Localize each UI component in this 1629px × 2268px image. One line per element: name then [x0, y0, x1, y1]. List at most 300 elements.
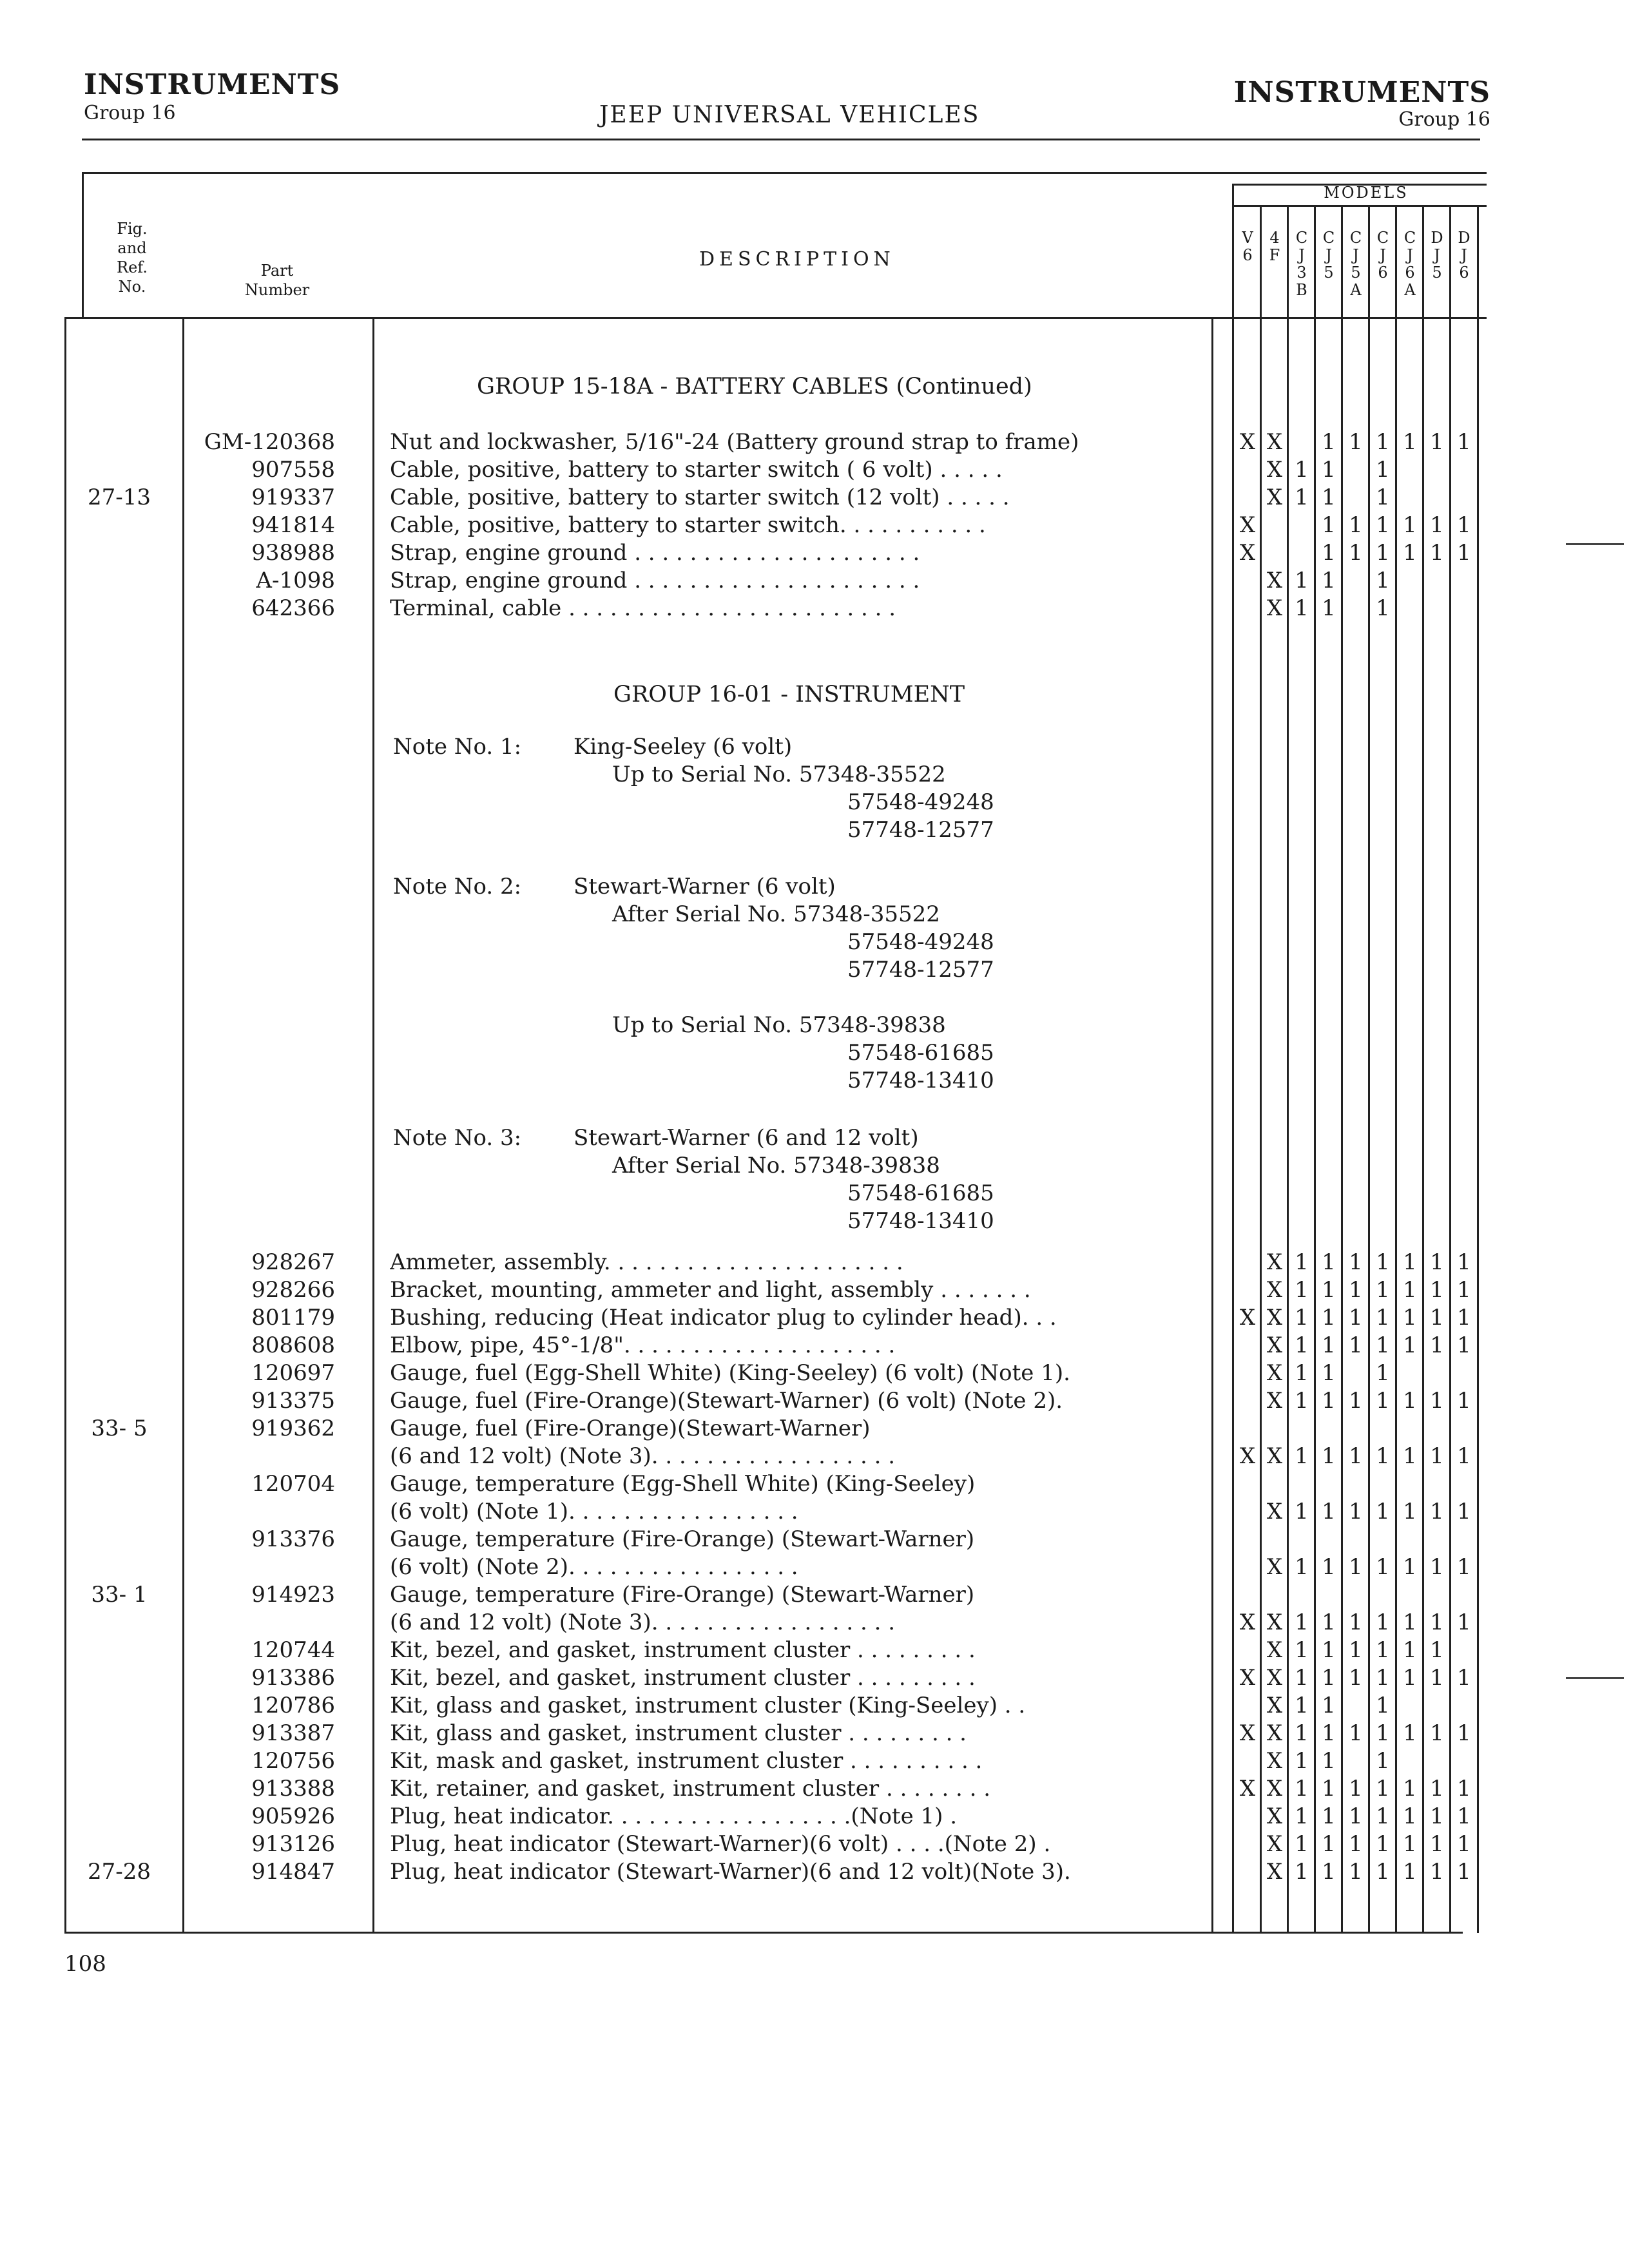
model-header-letter: J — [1298, 246, 1305, 264]
model-qty-cell: X — [1266, 429, 1283, 455]
table-row — [0, 539, 1629, 567]
model-qty-cell: 1 — [1430, 1831, 1444, 1857]
model-qty-cell: 1 — [1430, 1499, 1444, 1524]
note-line: Stewart-Warner (6 volt) — [574, 874, 836, 899]
table-row — [0, 1720, 1629, 1747]
model-qty-cell: 1 — [1295, 1554, 1309, 1580]
model-qty-cell: 1 — [1295, 1693, 1309, 1718]
header-rule — [82, 139, 1480, 140]
description-cell: Gauge, fuel (Fire-Orange)(Stewart-Warner) — [390, 1416, 871, 1441]
model-qty-cell: 1 — [1376, 1499, 1390, 1524]
margin-mark — [1566, 543, 1624, 545]
table-row — [0, 1526, 1629, 1553]
model-qty-cell: 1 — [1349, 1831, 1363, 1857]
fig-header-line: No. — [118, 278, 146, 296]
model-qty-cell: 1 — [1430, 1554, 1444, 1580]
model-qty-cell: X — [1266, 1277, 1283, 1303]
model-qty-cell: 1 — [1403, 1610, 1417, 1635]
table-row — [0, 567, 1629, 595]
note-label: Note No. 3: — [393, 1125, 522, 1151]
model-qty-cell: 1 — [1376, 595, 1390, 621]
part-number-cell: 913388 — [251, 1776, 335, 1802]
model-qty-cell: 1 — [1430, 1610, 1444, 1635]
model-qty-cell: 1 — [1376, 1360, 1390, 1386]
model-qty-cell: 1 — [1322, 1776, 1336, 1802]
model-qty-cell: 1 — [1295, 1831, 1309, 1857]
model-qty-cell: 1 — [1376, 1637, 1390, 1663]
model-qty-cell: 1 — [1295, 457, 1309, 483]
description-cell: Plug, heat indicator. . . . . . . . . . . . . . . . . .(Note 1) . — [390, 1803, 958, 1829]
header-left-group: Group 16 — [84, 102, 176, 124]
model-qty-cell: 1 — [1376, 1277, 1390, 1303]
model-qty-cell: 1 — [1322, 429, 1336, 455]
model-qty-cell: 1 — [1349, 1720, 1363, 1746]
model-qty-cell: 1 — [1403, 429, 1417, 455]
model-qty-cell: 1 — [1430, 1305, 1444, 1331]
model-header-letter: D — [1431, 229, 1443, 247]
model-qty-cell: 1 — [1403, 1277, 1417, 1303]
part-number-cell: 913376 — [251, 1526, 335, 1552]
model-qty-cell: 1 — [1457, 1388, 1471, 1414]
model-qty-cell: 1 — [1376, 485, 1390, 510]
model-qty-cell: 1 — [1322, 540, 1336, 566]
model-qty-cell: 1 — [1295, 1803, 1309, 1829]
table-row — [0, 1387, 1629, 1415]
model-qty-cell: 1 — [1457, 1443, 1471, 1469]
model-header-letter: 5 — [1432, 264, 1442, 282]
model-qty-cell: 1 — [1322, 1249, 1336, 1275]
header-right-group: Group 16 — [1398, 108, 1490, 131]
table-row — [0, 1332, 1629, 1360]
description-cell: Kit, mask and gasket, instrument cluster . . . . . . . . . . — [390, 1748, 983, 1774]
model-qty-cell: 1 — [1376, 1665, 1390, 1691]
model-qty-cell: 1 — [1457, 512, 1471, 538]
model-qty-cell: 1 — [1295, 1360, 1309, 1386]
model-qty-cell: 1 — [1349, 1305, 1363, 1331]
part-number-cell: 801179 — [251, 1305, 335, 1331]
model-qty-cell: 1 — [1430, 1332, 1444, 1358]
description-cell: Bushing, reducing (Heat indicator plug to cylinder head). . . — [390, 1305, 1057, 1331]
model-qty-cell: X — [1239, 512, 1256, 538]
model-qty-cell: X — [1266, 485, 1283, 510]
fig-ref-cell: 33- 1 — [91, 1582, 148, 1608]
group-title-battery-cables: GROUP 15-18A - BATTERY CABLES (Continued) — [477, 374, 1032, 399]
model-qty-cell: 1 — [1457, 1332, 1471, 1358]
model-qty-cell: X — [1239, 1720, 1256, 1746]
table-row — [0, 484, 1629, 512]
model-qty-cell: 1 — [1322, 1693, 1336, 1718]
model-qty-cell: 1 — [1457, 1499, 1471, 1524]
fig-ref-header — [97, 219, 168, 296]
description-cell: Plug, heat indicator (Stewart-Warner)(6 and 12 volt)(Note 3). — [390, 1859, 1071, 1885]
model-header-letter: J — [1461, 246, 1467, 264]
part-number-cell: 914847 — [251, 1859, 335, 1885]
table-row — [0, 1637, 1629, 1664]
model-qty-cell: 1 — [1376, 1803, 1390, 1829]
model-qty-cell: 1 — [1295, 1443, 1309, 1469]
model-qty-cell: 1 — [1349, 1803, 1363, 1829]
model-qty-cell: 1 — [1322, 512, 1336, 538]
model-qty-cell: 1 — [1403, 1443, 1417, 1469]
model-header-letter: D — [1458, 229, 1470, 247]
part-number-cell: GM-120368 — [204, 429, 335, 455]
model-qty-cell: 1 — [1295, 1277, 1309, 1303]
table-row — [0, 1470, 1629, 1498]
model-qty-cell: 1 — [1403, 1831, 1417, 1857]
model-qty-cell: 1 — [1403, 1859, 1417, 1885]
part-number-cell: 913387 — [251, 1720, 335, 1746]
model-header-letter: A — [1350, 281, 1362, 299]
table-row — [0, 1249, 1629, 1276]
model-header-letter: J — [1380, 246, 1386, 264]
fig-ref-cell: 27-28 — [87, 1859, 151, 1885]
model-qty-cell: 1 — [1403, 1665, 1417, 1691]
description-cell: Cable, positive, battery to starter switch ( 6 volt) . . . . . — [390, 457, 1003, 483]
model-qty-cell: 1 — [1430, 540, 1444, 566]
description-cell: Gauge, temperature (Fire-Orange) (Stewart-Warner) — [390, 1526, 975, 1552]
description-cell: Strap, engine ground . . . . . . . . . . . . . . . . . . . . . — [390, 540, 920, 566]
table-row — [0, 1692, 1629, 1720]
table-row — [0, 512, 1629, 539]
model-qty-cell: 1 — [1295, 1748, 1309, 1774]
model-header-letter: 6 — [1459, 264, 1469, 282]
model-header-letter: 6 — [1378, 264, 1388, 282]
model-qty-cell: X — [1266, 1499, 1283, 1524]
part-number-header — [226, 261, 329, 300]
model-qty-cell: 1 — [1376, 1748, 1390, 1774]
description-cell: (6 and 12 volt) (Note 3). . . . . . . . . . . . . . . . . . — [390, 1443, 896, 1469]
model-qty-cell: 1 — [1349, 1499, 1363, 1524]
model-qty-cell: 1 — [1322, 1859, 1336, 1885]
model-header-letter: J — [1325, 246, 1332, 264]
table-row — [0, 1276, 1629, 1304]
note-line: After Serial No. 57348-39838 — [612, 1153, 940, 1178]
fig-header-line: and — [117, 239, 147, 257]
model-header-letter: C — [1376, 229, 1389, 247]
model-qty-cell: 1 — [1295, 1665, 1309, 1691]
description-cell: Ammeter, assembly. . . . . . . . . . . . . . . . . . . . . . — [390, 1249, 903, 1275]
group-title-instrument: GROUP 16-01 - INSTRUMENT — [613, 682, 965, 707]
model-header-letter: 6 — [1405, 264, 1415, 282]
table-row — [0, 1360, 1629, 1387]
model-qty-cell: 1 — [1322, 1499, 1336, 1524]
model-qty-cell: 1 — [1457, 1665, 1471, 1691]
model-qty-cell: 1 — [1376, 1249, 1390, 1275]
description-cell: Plug, heat indicator (Stewart-Warner)(6 volt) . . . .(Note 2) . — [390, 1831, 1051, 1857]
table-row — [0, 1858, 1629, 1886]
note-line: 57548-61685 — [847, 1040, 994, 1066]
table-row — [0, 1747, 1629, 1775]
model-qty-cell: 1 — [1349, 1249, 1363, 1275]
model-qty-cell: X — [1266, 595, 1283, 621]
table-row — [0, 1803, 1629, 1831]
model-qty-cell: 1 — [1457, 540, 1471, 566]
model-qty-cell: 1 — [1430, 1249, 1444, 1275]
model-qty-cell: 1 — [1349, 540, 1363, 566]
model-qty-cell: X — [1266, 1776, 1283, 1802]
part-number-cell: 907558 — [251, 457, 335, 483]
model-qty-cell: X — [1266, 1637, 1283, 1663]
part-number-cell: 919337 — [251, 485, 335, 510]
model-qty-cell: 1 — [1349, 1665, 1363, 1691]
table-row — [0, 595, 1629, 622]
table-row — [0, 1415, 1629, 1443]
table-row — [0, 428, 1629, 456]
description-cell: Cable, positive, battery to starter switch (12 volt) . . . . . — [390, 485, 1010, 510]
model-qty-cell: 1 — [1349, 1388, 1363, 1414]
model-qty-cell: 1 — [1376, 1776, 1390, 1802]
model-qty-cell: 1 — [1376, 568, 1390, 593]
note-line: King-Seeley (6 volt) — [574, 734, 793, 760]
fig-ref-cell: 27-13 — [87, 485, 151, 510]
model-qty-cell: X — [1239, 1665, 1256, 1691]
model-qty-cell: 1 — [1403, 1332, 1417, 1358]
note-line: 57548-49248 — [847, 929, 994, 955]
model-header-letter: 4 — [1269, 229, 1280, 247]
note-line: 57748-12577 — [847, 817, 994, 843]
note-line: Up to Serial No. 57348-35522 — [612, 762, 946, 787]
model-qty-cell: 1 — [1376, 1693, 1390, 1718]
model-qty-cell: 1 — [1403, 1554, 1417, 1580]
model-qty-cell: 1 — [1430, 1637, 1444, 1663]
margin-mark — [1566, 1677, 1624, 1679]
part-number-cell: 120786 — [251, 1693, 335, 1718]
part-number-cell: 928266 — [251, 1277, 335, 1303]
model-qty-cell: X — [1266, 1720, 1283, 1746]
part-number-cell: 919362 — [251, 1416, 335, 1441]
model-qty-cell: 1 — [1430, 1443, 1444, 1469]
model-qty-cell: 1 — [1322, 1748, 1336, 1774]
model-qty-cell: 1 — [1403, 540, 1417, 566]
model-qty-cell: 1 — [1349, 1554, 1363, 1580]
header-left-title: INSTRUMENTS — [84, 68, 341, 101]
model-qty-cell: 1 — [1295, 1859, 1309, 1885]
model-header-letter: J — [1434, 246, 1440, 264]
part-number-cell: 808608 — [251, 1332, 335, 1358]
note-line: Up to Serial No. 57348-39838 — [612, 1012, 946, 1038]
model-qty-cell: X — [1266, 1554, 1283, 1580]
model-qty-cell: 1 — [1403, 1499, 1417, 1524]
model-qty-cell: 1 — [1295, 1776, 1309, 1802]
model-qty-cell: 1 — [1376, 429, 1390, 455]
note-line: After Serial No. 57348-35522 — [612, 901, 940, 927]
description-header: DESCRIPTION — [699, 248, 895, 271]
model-qty-cell: 1 — [1376, 1554, 1390, 1580]
model-qty-cell: 1 — [1403, 1249, 1417, 1275]
table-row — [0, 1581, 1629, 1609]
part-number-cell: 913386 — [251, 1665, 335, 1691]
table-left-border-top — [82, 172, 84, 319]
model-qty-cell: 1 — [1349, 1332, 1363, 1358]
table-row — [0, 1498, 1629, 1526]
model-header-letter: B — [1296, 281, 1307, 299]
model-qty-cell: 1 — [1376, 1305, 1390, 1331]
model-qty-cell: X — [1266, 1305, 1283, 1331]
fig-ref-cell: 33- 5 — [91, 1416, 148, 1441]
table-row — [0, 1553, 1629, 1581]
model-qty-cell: 1 — [1403, 1637, 1417, 1663]
table-row — [0, 1443, 1629, 1470]
model-qty-cell: 1 — [1322, 568, 1336, 593]
model-qty-cell: 1 — [1403, 1305, 1417, 1331]
table-top-border — [82, 172, 1487, 174]
model-header-letter: C — [1403, 229, 1416, 247]
model-qty-cell: 1 — [1457, 429, 1471, 455]
model-qty-cell: X — [1239, 1443, 1256, 1469]
part-number-cell: 905926 — [251, 1803, 335, 1829]
model-qty-cell: 1 — [1457, 1305, 1471, 1331]
model-header-letter: C — [1295, 229, 1308, 247]
model-qty-cell: 1 — [1322, 1277, 1336, 1303]
model-qty-cell: 1 — [1295, 1388, 1309, 1414]
model-qty-cell: X — [1266, 1748, 1283, 1774]
model-qty-cell: 1 — [1403, 512, 1417, 538]
table-row — [0, 1664, 1629, 1692]
table-bottom-border — [64, 1932, 1463, 1934]
model-qty-cell: 1 — [1430, 429, 1444, 455]
part-number-cell: A-1098 — [256, 568, 335, 593]
model-qty-cell: 1 — [1349, 1277, 1363, 1303]
description-cell: Kit, retainer, and gasket, instrument cluster . . . . . . . . — [390, 1776, 991, 1802]
model-qty-cell: 1 — [1349, 1443, 1363, 1469]
model-qty-cell: 1 — [1376, 1332, 1390, 1358]
part-number-cell: 120697 — [251, 1360, 335, 1386]
model-qty-cell: X — [1266, 1249, 1283, 1275]
note-line: 57748-13410 — [847, 1208, 994, 1234]
fig-header-line: Fig. — [117, 220, 148, 238]
model-qty-cell: 1 — [1295, 1610, 1309, 1635]
model-qty-cell: 1 — [1457, 1859, 1471, 1885]
part-number-cell: 913375 — [251, 1388, 335, 1414]
model-qty-cell: 1 — [1295, 1637, 1309, 1663]
part-header-line: Number — [244, 281, 310, 299]
description-cell: Gauge, fuel (Fire-Orange)(Stewart-Warner) (6 volt) (Note 2). — [390, 1388, 1063, 1414]
model-qty-cell: X — [1266, 457, 1283, 483]
model-qty-cell: 1 — [1349, 1776, 1363, 1802]
part-number-cell: 938988 — [251, 540, 335, 566]
model-qty-cell: 1 — [1457, 1277, 1471, 1303]
model-qty-cell: 1 — [1430, 1859, 1444, 1885]
model-qty-cell: 1 — [1430, 1277, 1444, 1303]
model-qty-cell: 1 — [1322, 595, 1336, 621]
model-header-letter: F — [1269, 246, 1280, 264]
model-qty-cell: 1 — [1430, 1720, 1444, 1746]
part-header-line: Part — [260, 262, 294, 280]
model-qty-cell: X — [1266, 1859, 1283, 1885]
model-header-letter: 3 — [1296, 264, 1307, 282]
model-qty-cell: 1 — [1295, 1499, 1309, 1524]
description-cell: Bracket, mounting, ammeter and light, assembly . . . . . . . — [390, 1277, 1031, 1303]
model-qty-cell: 1 — [1376, 512, 1390, 538]
model-qty-cell: 1 — [1457, 1610, 1471, 1635]
model-qty-cell: X — [1266, 568, 1283, 593]
model-qty-cell: X — [1239, 1305, 1256, 1331]
model-header-letter: J — [1407, 246, 1413, 264]
part-number-cell: 913126 — [251, 1831, 335, 1857]
note-line: 57548-61685 — [847, 1180, 994, 1206]
description-cell: Terminal, cable . . . . . . . . . . . . . . . . . . . . . . . . — [390, 595, 896, 621]
description-cell: Strap, engine ground . . . . . . . . . . . . . . . . . . . . . — [390, 568, 920, 593]
part-number-cell: 120704 — [251, 1471, 335, 1497]
model-qty-cell: 1 — [1295, 595, 1309, 621]
description-cell: Gauge, temperature (Egg-Shell White) (King-Seeley) — [390, 1471, 976, 1497]
model-qty-cell: 1 — [1322, 1554, 1336, 1580]
model-qty-cell: 1 — [1322, 1637, 1336, 1663]
model-qty-cell: 1 — [1322, 1360, 1336, 1386]
model-qty-cell: X — [1239, 540, 1256, 566]
model-qty-cell: X — [1239, 1610, 1256, 1635]
model-header-letter: 5 — [1351, 264, 1361, 282]
model-qty-cell: 1 — [1295, 1249, 1309, 1275]
model-header-letter: V — [1242, 229, 1253, 247]
part-number-cell: 914923 — [251, 1582, 335, 1608]
model-qty-cell: 1 — [1349, 512, 1363, 538]
model-qty-cell: 1 — [1349, 1610, 1363, 1635]
model-qty-cell: 1 — [1376, 1720, 1390, 1746]
model-qty-cell: 1 — [1349, 1859, 1363, 1885]
model-qty-cell: 1 — [1322, 457, 1336, 483]
model-header-letter: A — [1404, 281, 1416, 299]
model-qty-cell: X — [1266, 1665, 1283, 1691]
model-qty-cell: 1 — [1403, 1776, 1417, 1802]
note-line: 57748-13410 — [847, 1068, 994, 1093]
model-qty-cell: 1 — [1295, 1305, 1309, 1331]
model-header-letter: 5 — [1324, 264, 1334, 282]
page-number: 108 — [64, 1951, 106, 1977]
table-row — [0, 1775, 1629, 1803]
model-qty-cell: 1 — [1457, 1249, 1471, 1275]
description-cell: Kit, glass and gasket, instrument cluster (King-Seeley) . . — [390, 1693, 1026, 1718]
model-qty-cell: 1 — [1295, 568, 1309, 593]
table-row — [0, 1831, 1629, 1858]
model-qty-cell: 1 — [1322, 1720, 1336, 1746]
model-qty-cell: X — [1266, 1360, 1283, 1386]
table-row — [0, 1609, 1629, 1637]
model-qty-cell: X — [1266, 1332, 1283, 1358]
description-cell: Gauge, temperature (Fire-Orange) (Stewart-Warner) — [390, 1582, 975, 1608]
model-qty-cell: 1 — [1322, 1665, 1336, 1691]
note-line: 57548-49248 — [847, 789, 994, 815]
model-header-letter: 6 — [1242, 246, 1253, 264]
model-qty-cell: 1 — [1430, 1388, 1444, 1414]
model-qty-cell: 1 — [1322, 485, 1336, 510]
model-qty-cell: 1 — [1322, 1443, 1336, 1469]
note-label: Note No. 1: — [393, 734, 522, 760]
description-cell: Nut and lockwasher, 5/16"-24 (Battery ground strap to frame) — [390, 429, 1079, 455]
model-qty-cell: 1 — [1457, 1554, 1471, 1580]
model-qty-cell: 1 — [1322, 1305, 1336, 1331]
header-right-title: INSTRUMENTS — [1233, 76, 1490, 109]
description-cell: Kit, bezel, and gasket, instrument cluster . . . . . . . . . — [390, 1637, 976, 1663]
part-number-cell: 120756 — [251, 1748, 335, 1774]
model-qty-cell: X — [1266, 1388, 1283, 1414]
fig-header-line: Ref. — [117, 258, 148, 276]
model-qty-cell: 1 — [1322, 1831, 1336, 1857]
description-cell: Gauge, fuel (Egg-Shell White) (King-Seeley) (6 volt) (Note 1). — [390, 1360, 1070, 1386]
model-qty-cell: 1 — [1349, 429, 1363, 455]
model-qty-cell: 1 — [1376, 457, 1390, 483]
description-cell: Elbow, pipe, 45°-1/8". . . . . . . . . . . . . . . . . . . . — [390, 1332, 896, 1358]
model-qty-cell: X — [1239, 429, 1256, 455]
model-qty-cell: 1 — [1322, 1332, 1336, 1358]
note-line: 57748-12577 — [847, 957, 994, 983]
model-qty-cell: 1 — [1457, 1720, 1471, 1746]
model-qty-cell: 1 — [1295, 1720, 1309, 1746]
model-qty-cell: 1 — [1430, 1665, 1444, 1691]
header-center-title: JEEP UNIVERSAL VEHICLES — [599, 102, 980, 128]
part-number-cell: 120744 — [251, 1637, 335, 1663]
description-cell: (6 and 12 volt) (Note 3). . . . . . . . . . . . . . . . . . — [390, 1610, 896, 1635]
